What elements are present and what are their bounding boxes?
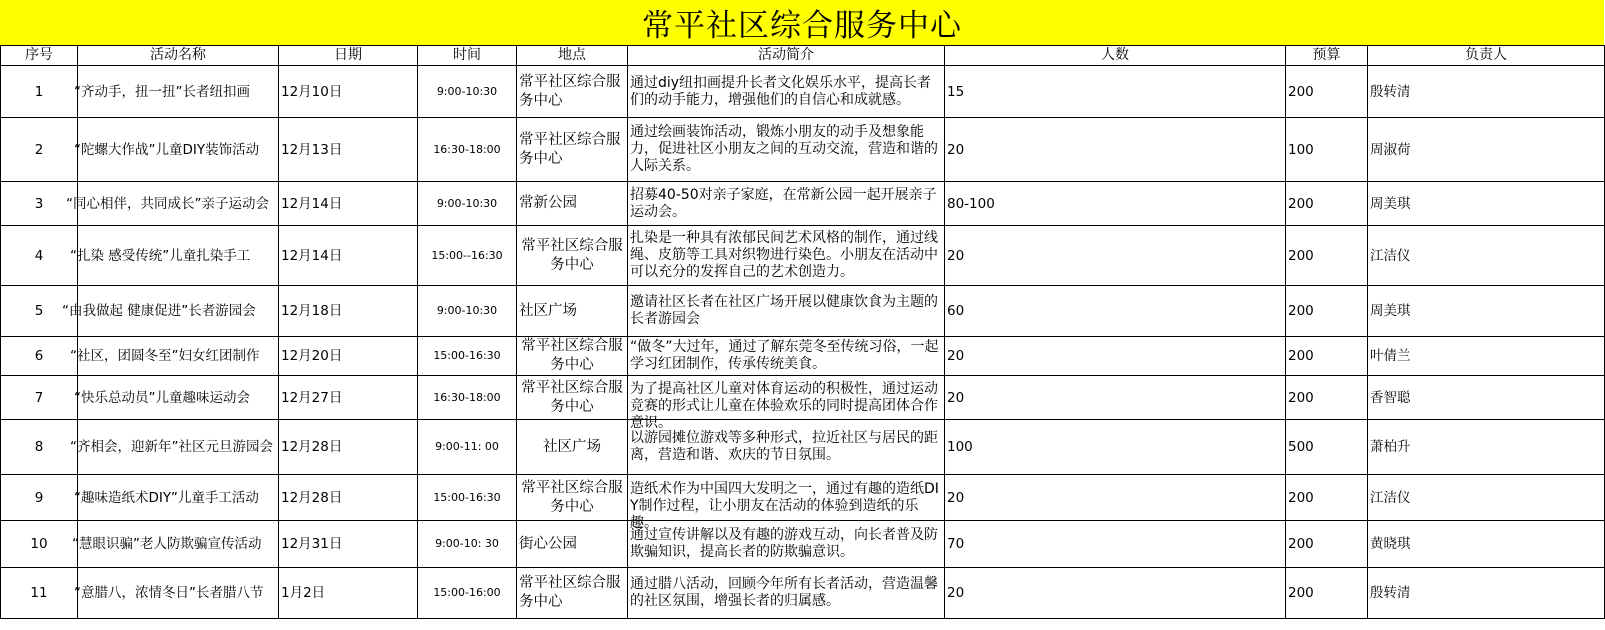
intro-text: 邀请社区长者在社区广场开展以健康饮食为主题的长者游园会 (630, 294, 938, 327)
cell-budget[interactable]: 100 (1286, 118, 1368, 182)
cell-place[interactable] (517, 337, 628, 376)
cell-budget[interactable]: 500 (1286, 420, 1368, 475)
place-text: 常新公园 (519, 195, 577, 211)
activity-name-text: “同心相伴，共同成长”亲子运动会 (66, 195, 269, 212)
activity-name-text: “扎染 感受传统”儿童扎染手工 (70, 247, 251, 264)
cell-people[interactable]: 70 (945, 521, 1286, 568)
cell-time[interactable]: 15:00--16:30 (418, 226, 517, 286)
intro-text: “做冬”大过年，通过了解东莞冬至传统习俗，一起学习红团制作，传承传统美食。 (630, 339, 939, 372)
cell-people[interactable]: 20 (945, 568, 1286, 619)
cell-intro[interactable] (628, 286, 945, 337)
activity-name-text: “快乐总动员”儿童趣味运动会 (74, 389, 250, 406)
cell-intro[interactable] (628, 420, 945, 475)
cell-intro[interactable] (628, 226, 945, 286)
intro-text: 扎染是一种具有浓郁民间艺术风格的制作，通过线绳、皮筋等工具对织物进行染色。小朋友在活动中可以充分的发挥自己的艺术创造力。 (630, 230, 938, 280)
cell-owner[interactable]: 黄晓琪 (1368, 521, 1605, 568)
place-text: 常平社区综合服务中心 (521, 379, 623, 415)
intro-text: 为了提高社区儿童对体育运动的积极性，通过运动竞赛的形式让儿童在体验欢乐的同时提高团体合作意识。 (630, 380, 938, 431)
cell-place[interactable] (517, 226, 628, 286)
cell-owner[interactable]: 江洁仪 (1368, 226, 1605, 286)
cell-place[interactable] (517, 118, 628, 182)
cell-time[interactable]: 9:00-10:30 (418, 66, 517, 118)
cell-budget[interactable]: 200 (1286, 66, 1368, 118)
activity-name-text: “社区，团圆冬至”妇女红团制作 (70, 348, 260, 364)
header-owner[interactable]: 负责人 (1368, 46, 1605, 66)
cell-place[interactable] (517, 568, 628, 619)
place-text: 常平社区综合服务中心 (521, 237, 623, 273)
table-row (1, 521, 1605, 568)
activity-name-text: “慧眼识骗”老人防欺骗宣传活动 (72, 536, 262, 552)
activity-name-text: “齐动手，扭一扭”长者纽扣画 (74, 83, 250, 100)
cell-owner[interactable]: 香智聪 (1368, 376, 1605, 420)
cell-owner[interactable]: 殷转清 (1368, 66, 1605, 118)
cell-date[interactable]: 12月28日 (279, 420, 418, 475)
cell-time[interactable]: 15:00-16:00 (418, 568, 517, 619)
header-name[interactable]: 活动名称 (78, 46, 279, 66)
cell-place[interactable] (517, 376, 628, 420)
cell-people[interactable]: 20 (945, 475, 1286, 521)
cell-intro[interactable] (628, 475, 945, 531)
cell-people[interactable]: 20 (945, 376, 1286, 420)
table-row (1, 337, 1605, 376)
cell-date[interactable]: 12月20日 (279, 337, 418, 376)
cell-time[interactable]: 15:00-16:30 (418, 475, 517, 521)
cell-time[interactable]: 16:30-18:00 (418, 376, 517, 420)
cell-name[interactable] (70, 226, 279, 286)
header-no[interactable]: 序号 (1, 46, 78, 66)
cell-date[interactable]: 12月31日 (279, 521, 418, 568)
cell-budget[interactable]: 200 (1286, 286, 1368, 337)
cell-owner[interactable]: 江洁仪 (1368, 475, 1605, 521)
cell-name[interactable] (74, 66, 279, 118)
cell-date[interactable]: 12月14日 (279, 182, 418, 226)
cell-intro[interactable] (628, 66, 945, 118)
activity-name-text: “意腊八，浓情冬日”长者腊八节 (74, 585, 264, 601)
header-place[interactable]: 地点 (517, 46, 628, 66)
header-row (1, 46, 1605, 66)
place-text: 常平社区综合服务中心 (521, 479, 623, 515)
table-row (1, 420, 1605, 475)
cell-budget[interactable]: 200 (1286, 475, 1368, 521)
cell-date[interactable]: 12月10日 (279, 66, 418, 118)
cell-time[interactable]: 9:00-11: 00 (418, 420, 517, 475)
intro-text: 以游园摊位游戏等多种形式，拉近社区与居民的距离，营造和谐、欢庆的节日氛围。 (630, 430, 938, 463)
cell-place[interactable] (517, 521, 628, 568)
cell-budget[interactable]: 200 (1286, 226, 1368, 286)
cell-budget[interactable]: 200 (1286, 337, 1368, 376)
table-row (1, 66, 1605, 118)
cell-name[interactable] (70, 420, 279, 475)
cell-people[interactable]: 60 (945, 286, 1286, 337)
header-budget[interactable]: 预算 (1286, 46, 1368, 66)
cell-intro[interactable] (628, 182, 945, 226)
cell-name[interactable] (74, 568, 279, 619)
cell-intro[interactable] (628, 568, 945, 619)
cell-date[interactable]: 12月13日 (279, 118, 418, 182)
cell-no[interactable]: 4 (1, 226, 78, 286)
sheet-title[interactable]: 常平社区综合服务中心 (0, 0, 1604, 46)
cell-budget[interactable]: 200 (1286, 568, 1368, 619)
cell-no[interactable]: 9 (1, 475, 78, 521)
table-row (1, 118, 1605, 182)
table-row (1, 286, 1605, 337)
cell-date[interactable]: 12月18日 (279, 286, 418, 337)
intro-text: 招募40-50对亲子家庭，在常新公园一起开展亲子运动会。 (630, 186, 937, 220)
cell-place[interactable] (517, 66, 628, 118)
place-text: 街心公园 (519, 535, 577, 552)
cell-owner[interactable]: 殷转清 (1368, 568, 1605, 619)
activity-name-text: “由我做起 健康促进”长者游园会 (62, 303, 256, 319)
cell-date[interactable]: 12月28日 (279, 475, 418, 521)
header-intro[interactable]: 活动简介 (628, 46, 945, 66)
cell-time[interactable]: 16:30-18:00 (418, 118, 517, 182)
cell-name[interactable] (74, 475, 279, 521)
cell-owner[interactable]: 周美琪 (1368, 182, 1605, 226)
cell-owner[interactable]: 周美琪 (1368, 286, 1605, 337)
cell-budget[interactable]: 200 (1286, 376, 1368, 420)
cell-budget[interactable]: 200 (1286, 182, 1368, 226)
intro-text: 通过腊八活动，回顾今年所有长者活动，营造温馨的社区氛围，增强长者的归属感。 (630, 576, 938, 609)
place-text: 常平社区综合服务中心 (519, 575, 621, 610)
cell-no[interactable]: 7 (1, 376, 78, 420)
activity-name-text: “趣味造纸术DIY”儿童手工活动 (74, 489, 259, 506)
place-text: 社区广场 (519, 302, 577, 319)
activity-table (0, 45, 1605, 619)
cell-no[interactable]: 11 (1, 568, 78, 619)
intro-text: 造纸术作为中国四大发明之一，通过有趣的造纸DIY制作过程，让小朋友在活动的体验到造纸的乐趣。 (630, 480, 939, 531)
cell-owner[interactable]: 萧柏升 (1368, 420, 1605, 475)
activity-name-text: “陀螺大作战”儿童DIY装饰活动 (74, 141, 260, 158)
cell-no[interactable]: 6 (1, 337, 78, 376)
cell-place[interactable] (517, 286, 628, 337)
cell-name[interactable] (66, 182, 279, 226)
cell-name[interactable] (72, 521, 279, 568)
cell-time[interactable]: 9:00-10:30 (418, 286, 517, 337)
activity-name-text: “齐相会，迎新年”社区元旦游园会 (70, 439, 273, 455)
cell-no[interactable]: 2 (1, 118, 78, 182)
cell-people[interactable]: 15 (945, 66, 1286, 118)
cell-no[interactable]: 1 (1, 66, 78, 118)
cell-name[interactable] (70, 337, 279, 376)
intro-text: 通过宣传讲解以及有趣的游戏互动，向长者普及防欺骗知识，提高长者的防欺骗意识。 (630, 527, 938, 560)
cell-people[interactable]: 20 (945, 226, 1286, 286)
header-people[interactable]: 人数 (945, 46, 1286, 66)
cell-place[interactable] (517, 182, 628, 226)
place-text: 社区广场 (543, 438, 601, 455)
cell-no[interactable]: 10 (1, 521, 78, 568)
table-row (1, 226, 1605, 286)
cell-date[interactable]: 12月27日 (279, 376, 418, 420)
table-row (1, 376, 1605, 420)
cell-time[interactable]: 9:00-10:30 (418, 182, 517, 226)
cell-owner[interactable]: 周淑荷 (1368, 118, 1605, 182)
cell-intro[interactable] (628, 118, 945, 182)
intro-text: 通过绘画装饰活动，锻炼小朋友的动手及想象能力，促进社区小朋友之间的互动交流，营造和谐的人际关系。 (630, 124, 938, 174)
header-date[interactable]: 日期 (279, 46, 418, 66)
header-time[interactable]: 时间 (418, 46, 517, 66)
cell-name[interactable] (74, 118, 279, 182)
intro-text: 通过diy纽扣画提升长者文化娱乐水平，提高长者们的动手能力，增强他们的自信心和成就感。 (630, 74, 932, 108)
cell-people[interactable]: 20 (945, 337, 1286, 376)
table-row (1, 568, 1605, 619)
cell-place[interactable] (517, 475, 628, 521)
cell-time[interactable]: 9:00-10: 30 (418, 521, 517, 568)
table-row (1, 475, 1605, 521)
cell-name[interactable] (74, 376, 279, 420)
cell-owner[interactable]: 叶倩兰 (1368, 337, 1605, 376)
cell-budget[interactable]: 200 (1286, 521, 1368, 568)
cell-people[interactable]: 20 (945, 118, 1286, 182)
cell-place[interactable] (517, 420, 628, 475)
place-text: 常平社区综合服务中心 (519, 73, 621, 109)
place-text: 常平社区综合服务中心 (521, 338, 623, 373)
cell-intro[interactable] (628, 376, 945, 431)
cell-no[interactable]: 3 (1, 182, 78, 226)
cell-no[interactable]: 5 (1, 286, 78, 337)
cell-people[interactable]: 100 (945, 420, 1286, 475)
cell-intro[interactable] (628, 521, 945, 568)
cell-date[interactable]: 1月2日 (279, 568, 418, 619)
cell-intro[interactable] (628, 337, 945, 376)
cell-no[interactable]: 8 (1, 420, 78, 475)
cell-date[interactable]: 12月14日 (279, 226, 418, 286)
cell-name[interactable] (62, 286, 279, 337)
cell-people[interactable]: 80-100 (945, 182, 1286, 226)
table-row (1, 182, 1605, 226)
place-text: 常平社区综合服务中心 (519, 131, 621, 167)
cell-time[interactable]: 15:00-16:30 (418, 337, 517, 376)
